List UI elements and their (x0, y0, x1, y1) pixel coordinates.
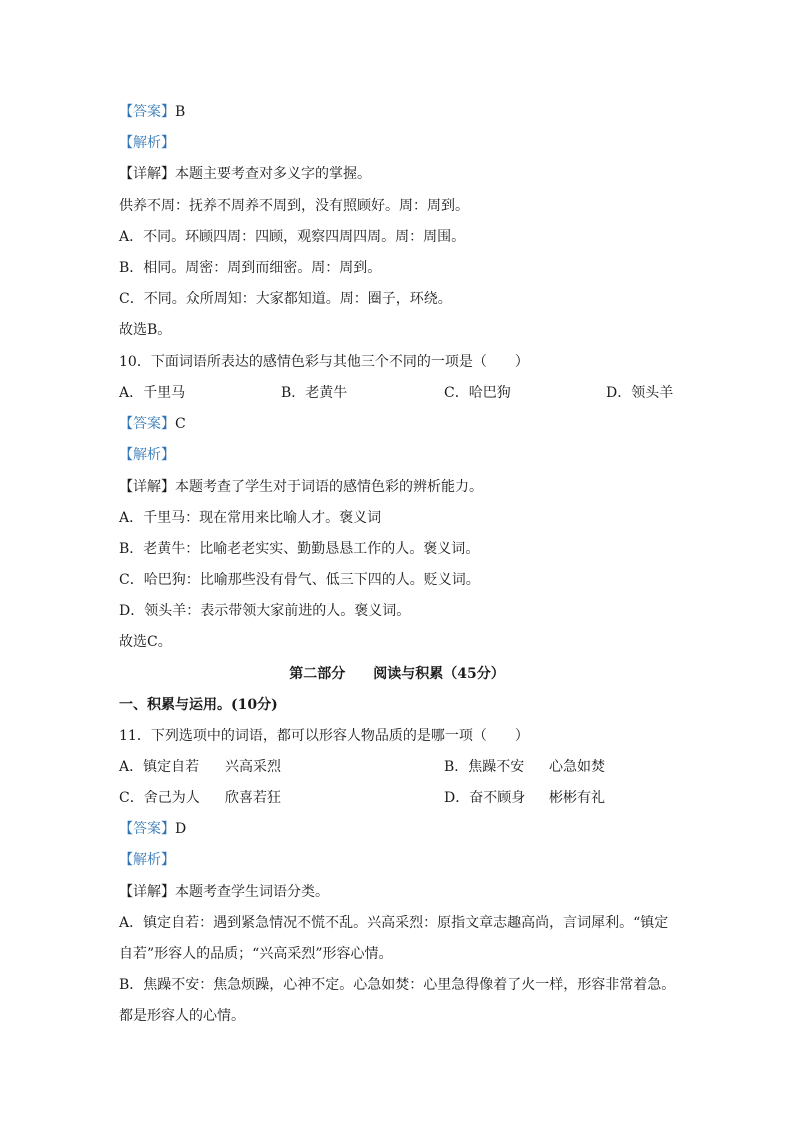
q9-answer (119, 102, 185, 122)
detail-tag: 【详解】 (119, 479, 175, 495)
part2-title: 第二部分 阅读与积累（45分） (289, 666, 505, 682)
q11-analysis-tag: 【解析】 (119, 852, 175, 868)
q11-line: A．镇定自若：遇到紧急情况不慌不乱。兴高采烈：原指文章志趣高尚，言词犀利。“镇定 (119, 915, 669, 931)
detail-text: 本题主要考查对多义字的掌握。 (175, 166, 371, 182)
q11-answer (119, 819, 186, 839)
answer-value: D (175, 821, 187, 837)
detail-text: 本题考查学生词语分类。 (175, 884, 329, 900)
q11-line: 都是形容人的心情。 (119, 1008, 245, 1024)
answer-tag: 【答案】 (119, 104, 175, 120)
answer-value: C (175, 416, 186, 432)
q11-option-a-label: A．镇定自若 (119, 759, 200, 775)
q9-line: C．不同。众所周知：大家都知道。周：圈子，环绕。 (119, 291, 452, 307)
answer-value: B (175, 104, 186, 120)
q9-analysis-tag: 【解析】 (119, 135, 175, 151)
q10-option-a: A．千里马 (119, 385, 186, 401)
q10-option-c: C．哈巴狗 (444, 385, 511, 401)
q10-conclusion: 故选C。 (119, 634, 172, 650)
detail-text: 本题考查了学生对于词语的感情色彩的辨析能力。 (175, 479, 483, 495)
q11-option-b-label: B．焦躁不安 (444, 759, 525, 775)
q9-detail (119, 164, 371, 184)
q11-question: 11．下列选项中的词语，都可以形容人物品质的是哪一项（ ） (119, 728, 529, 744)
q10-line: A．千里马：现在常用来比喻人才。褒义词 (119, 510, 382, 526)
q11-option-a-word2: 兴高采烈 (225, 759, 281, 775)
q10-question: 10．下面词语所表达的感情色彩与其他三个不同的一项是（ ） (119, 354, 529, 370)
q11-detail (119, 882, 329, 902)
q11-option-d-label: D．奋不顾身 (444, 790, 526, 806)
q10-analysis-tag: 【解析】 (119, 447, 175, 463)
section1-title: 一、积累与运用。(10分) (119, 697, 278, 713)
q11-option-c-label: C．舍己为人 (119, 790, 200, 806)
q11-option-b-word2: 心急如焚 (549, 759, 605, 775)
q9-line: B．相同。周密：周到而细密。周：周到。 (119, 260, 382, 276)
detail-tag: 【详解】 (119, 884, 175, 900)
q10-detail (119, 477, 483, 497)
q11-option-c-word2: 欣喜若狂 (225, 790, 281, 806)
q10-line: D．领头羊：表示带领大家前进的人。褒义词。 (119, 603, 411, 619)
answer-tag: 【答案】 (119, 821, 175, 837)
q10-option-d: D．领头羊 (606, 385, 674, 401)
q9-line: A．不同。环顾四周：四顾，观察四周四周。周：周围。 (119, 229, 466, 245)
detail-tag: 【详解】 (119, 166, 175, 182)
q10-answer (119, 414, 186, 434)
answer-tag: 【答案】 (119, 416, 175, 432)
q11-line: 自若”形容人的品质；“兴高采烈”形容心情。 (119, 946, 393, 962)
q10-option-b: B．老黄牛 (281, 385, 348, 401)
q11-line: B．焦躁不安：焦急烦躁，心神不定。心急如焚：心里急得像着了火一样，形容非常着急。 (119, 977, 676, 993)
q9-conclusion: 故选B。 (119, 322, 172, 338)
q10-line: B．老黄牛：比喻老老实实、勤勤恳恳工作的人。褒义词。 (119, 541, 480, 557)
q11-option-d-word2: 彬彬有礼 (549, 790, 605, 806)
q10-line: C．哈巴狗：比喻那些没有骨气、低三下四的人。贬义词。 (119, 572, 480, 588)
q9-line: 供养不周：抚养不周养不周到，没有照顾好。周：周到。 (119, 198, 469, 214)
